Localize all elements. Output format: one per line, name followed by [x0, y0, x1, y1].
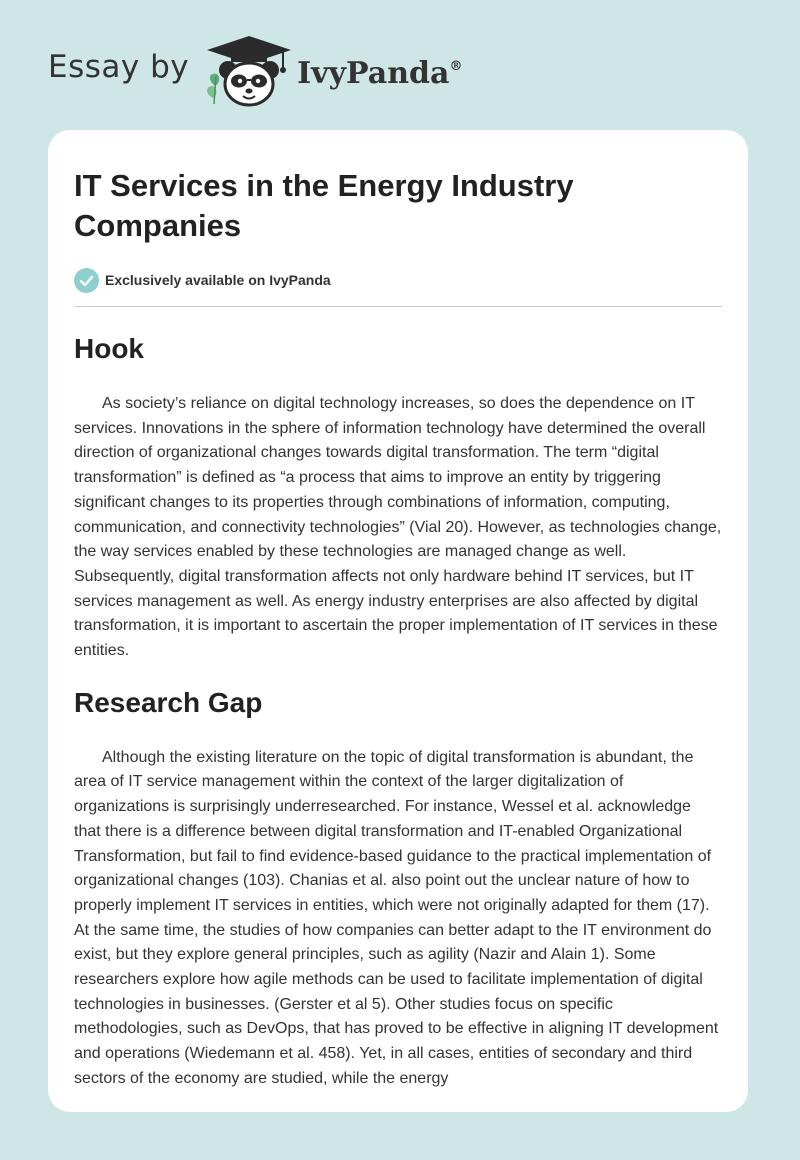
check-circle-icon [74, 268, 99, 293]
divider [74, 306, 722, 307]
section-heading-research-gap: Research Gap [74, 686, 263, 718]
brand-header[interactable] [48, 34, 462, 108]
section-paragraph-hook: As society’s reliance on digital technology increases, so does the dependence on IT services. Innovations in the sphere of information technology have determined the overall direction of organizational changes towards digital transformation. The term “digital transformation” is defined as “a process that aims to improve an entity by triggering significant changes to its properties through combinations of information, computing, communication, and connectivity technologies” (Vial 20). However, as technologies change, the way services enabled by these technologies are managed change as well. Subsequently, digital transformation affects not only hardware behind IT services, but IT services management as well. As energy industry enterprises are also affected by digital transformation, it is important to ascertain the proper implementation of IT services in these entities. [74, 395, 722, 660]
article-card [48, 130, 748, 1112]
exclusive-badge [74, 266, 722, 294]
panda-graduate-icon [203, 34, 295, 108]
section-paragraph-research-gap: Although the existing literature on the topic of digital transformation is abundant, the area of IT service management within the context of the larger digitalization of organizations is surprisingly underresearched. For instance, Wessel et al. acknowledge that there is a difference between digital transformation and IT-enabled Organizational Transformation, but fail to find evidence-based guidance to the practical implementation of organizational changes (103). Chanias et al. also point out the unclear nature of how to properly implement IT services in entities, which were not originally adapted for them (17). At the same time, the studies of how companies can better adapt to the IT environment do exist, but they explore general principles, such as agility (Nazir and Alain 1). Some researchers explore how agile methods can be used to facilitate implementation of digital technologies in businesses. (Gerster et al 5). Other studies focus on specific methodologies, such as DevOps, that has proved to be effective in aligning IT development and operations (Wiedemann et al. 458). Yet, in all cases, entities of secondary and third sectors of the economy are studied, while the energy [74, 748, 719, 1087]
brand-prefix: Essay by [48, 49, 190, 85]
page-title: IT Services in the Energy Industry Companies [74, 168, 574, 243]
exclusive-badge-text: Exclusively available on IvyPanda [105, 272, 331, 288]
brand-name: IvyPanda® [297, 55, 463, 91]
section-heading-hook: Hook [74, 333, 144, 364]
